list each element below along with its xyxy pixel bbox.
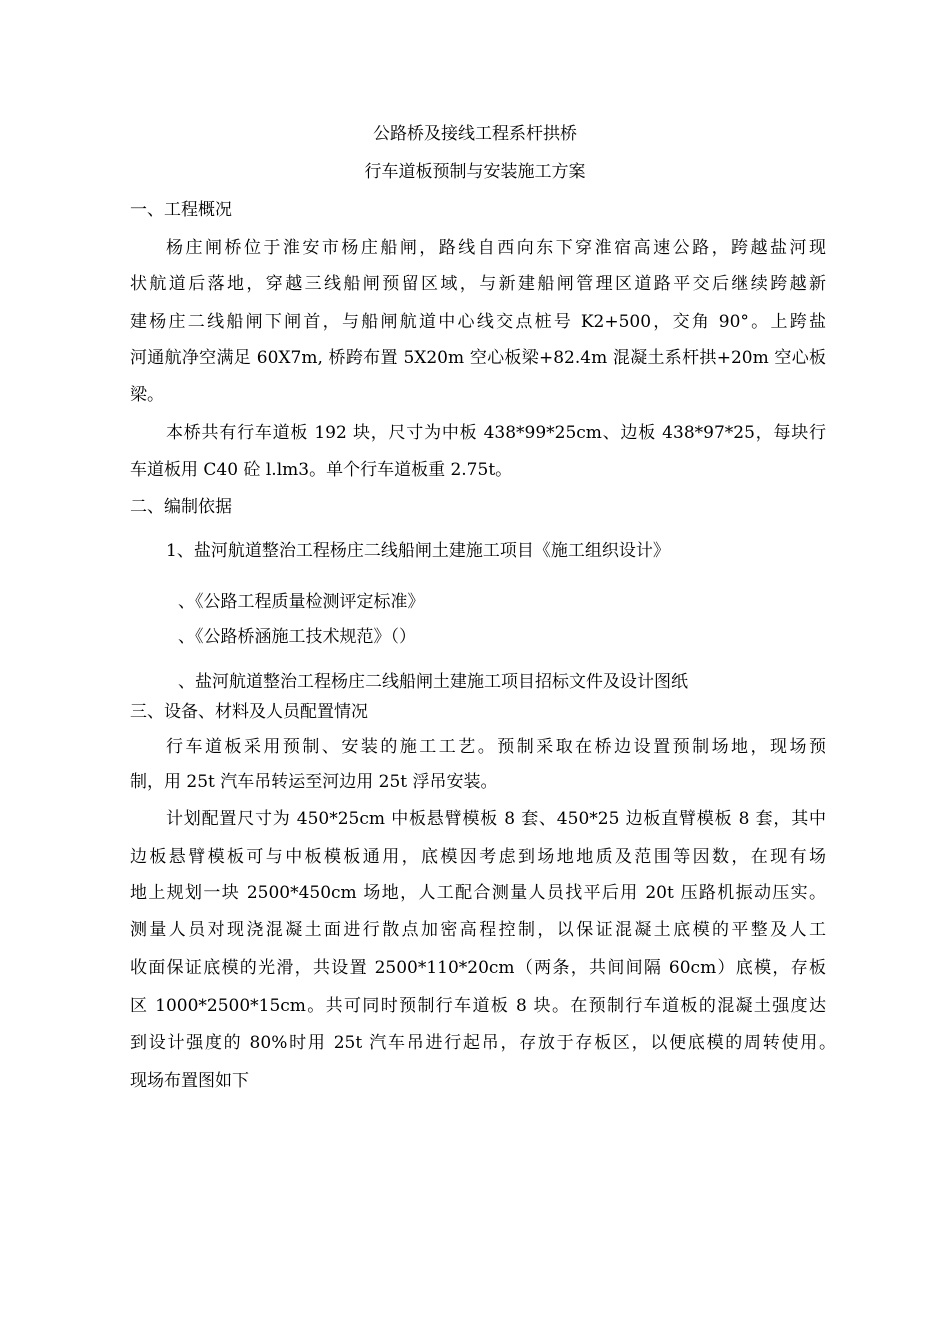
section3-para2-line: 收面保证底模的光滑，共设置 2500*110*20cm（两条，共间间隔 60cm）底模，存板 — [130, 958, 826, 978]
reference-item: 、盐河航道整治工程杨庄二线船闸土建施工项目招标文件及设计图纸 — [178, 672, 688, 692]
section1-para1-line: 河通航净空满足 60X7m, 桥跨布置 5X20m 空心板梁+82.4m 混凝土系杆拱+20m 空心板 — [130, 348, 826, 368]
section3-para2-line: 区 1000*2500*15cm。共可同时预制行车道板 8 块。在预制行车道板的混凝土强度达 — [130, 996, 826, 1016]
section1-para2-line: 车道板用 C40 砼 l.lm3。单个行车道板重 2.75t。 — [130, 460, 513, 480]
section1-para1-line: 杨庄闸桥位于淮安市杨庄船闸，路线自西向东下穿淮宿高速公路，跨越盐河现 — [166, 238, 826, 258]
section1-para1-line: 梁。 — [130, 385, 164, 405]
document-title-line2: 行车道板预制与安装施工方案 — [364, 162, 586, 182]
section3-heading: 三、设备、材料及人员配置情况 — [130, 702, 368, 722]
section3-para2-line: 边板悬臂模板可与中板模板通用，底模因考虑到场地地质及范围等因数，在现有场 — [130, 847, 826, 867]
reference-item: 、《公路工程质量检测评定标准》 — [178, 592, 425, 612]
section3-para1-line: 行车道板采用预制、安装的施工工艺。预制采取在桥边设置预制场地，现场预 — [166, 737, 826, 757]
section3-para2-line: 现场布置图如下 — [130, 1071, 249, 1091]
section3-para2-line: 测量人员对现浇混凝土面进行散点加密高程控制，以保证混凝土底模的平整及人工 — [130, 920, 826, 940]
reference-item: 、《公路桥涵施工技术规范》（） — [178, 627, 416, 647]
section1-para1-line: 状航道后落地，穿越三线船闸预留区域，与新建船闸管理区道路平交后继续跨越新 — [130, 274, 826, 294]
section1-heading: 一、工程概况 — [130, 200, 232, 220]
section1-para1-line: 建杨庄二线船闸下闸首，与船闸航道中心线交点桩号 K2+500，交角 90°。上跨盐 — [130, 312, 826, 332]
section3-para2-line: 计划配置尺寸为 450*25cm 中板悬臂模板 8 套、450*25 边板直臂模板 8 套，其中 — [166, 809, 826, 829]
section1-para2-line: 本桥共有行车道板 192 块，尺寸为中板 438*99*25cm、边板 438*97*25，每块行 — [166, 423, 826, 443]
section2-heading: 二、编制依据 — [130, 497, 232, 517]
document-title-line1: 公路桥及接线工程系杆拱桥 — [373, 124, 577, 144]
section3-para2-line: 到设计强度的 80%时用 25t 汽车吊进行起吊，存放于存板区，以便底模的周转使用。 — [130, 1033, 836, 1053]
section3-para2-line: 地上规划一块 2500*450cm 场地，人工配合测量人员找平后用 20t 压路机振动压实。 — [130, 883, 826, 903]
section3-para1-line: 制，用 25t 汽车吊转运至河边用 25t 浮吊安装。 — [130, 772, 498, 792]
reference-item: 1、盐河航道整治工程杨庄二线船闸土建施工项目《施工组织设计》 — [166, 541, 670, 561]
